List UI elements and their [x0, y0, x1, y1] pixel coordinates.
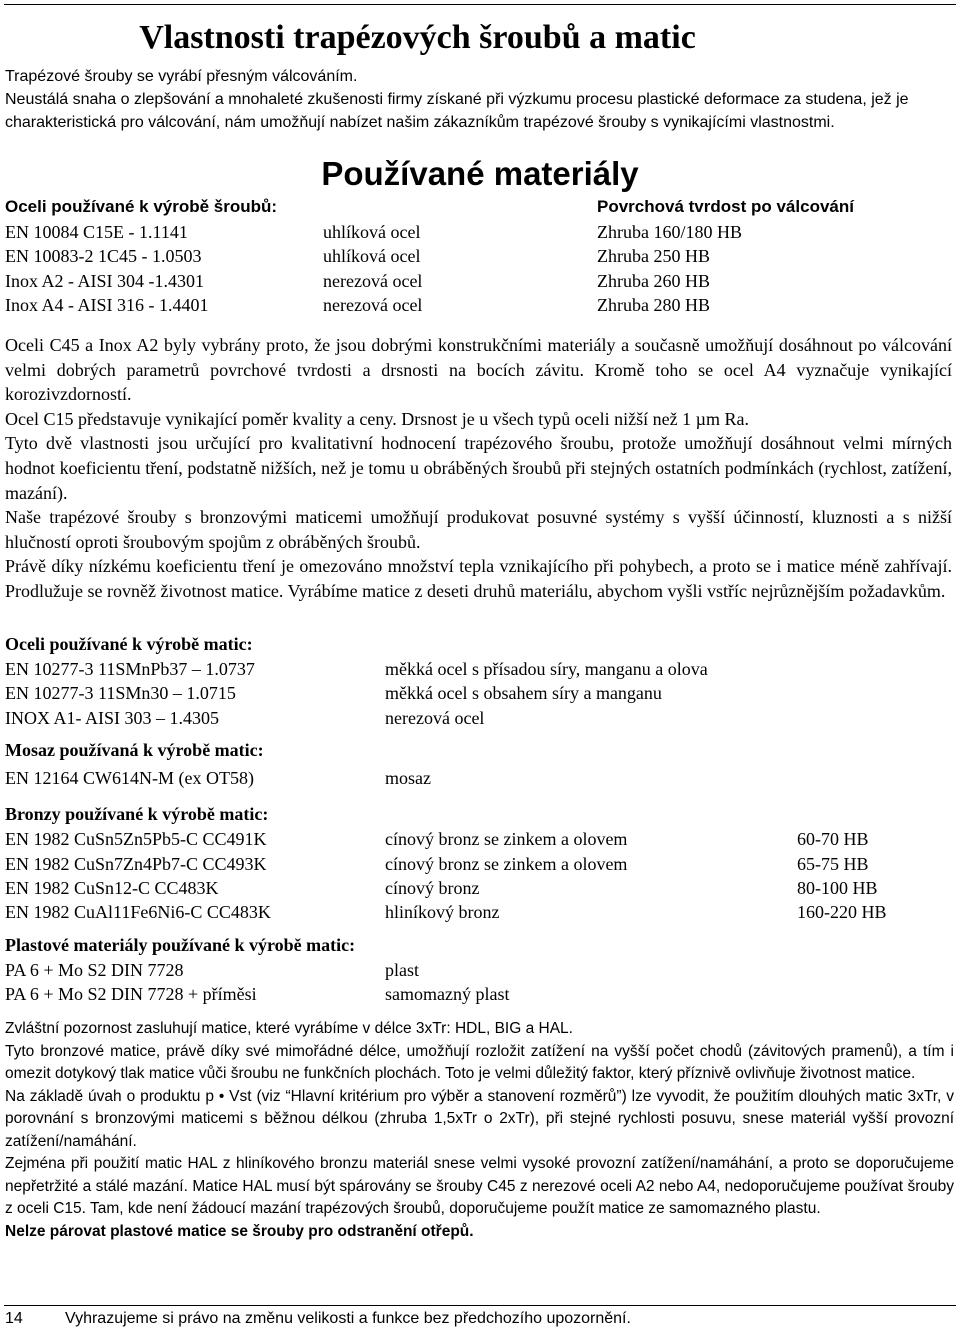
steel-type: uhlíková ocel	[323, 221, 421, 242]
note-paragraph: Tyto bronzové matice, právě díky své mimořádné délce, umožňují rozložit zatížení na vyšší počet chodů (závitových pramenů), a tím i omezit dotykový tlak matice vůči šroubu ne funkčních plochách. Toto je velmi důležitý faktor, který příznivě ovlivňuje životnost matice.	[5, 1042, 954, 1082]
material-desc: měkká ocel s přísadou síry, manganu a olova	[385, 659, 708, 679]
notes-text	[5, 1018, 954, 1243]
page-number: 14	[5, 1310, 23, 1327]
steel-hardness: Zhruba 280 HB	[597, 295, 710, 316]
footer-note: Vyhrazujeme si právo na změnu velikosti a funkce bez předchozího upozornění.	[65, 1310, 631, 1327]
steel-grade: Inox A2 - AISI 304 -1.4301	[5, 270, 204, 291]
properties-text	[5, 333, 952, 604]
material-desc: cínový bronz se zinkem a olovem	[385, 829, 628, 850]
top-rule	[4, 4, 956, 5]
material-grade: PA 6 + Mo S2 DIN 7728 + příměsi	[5, 984, 257, 1005]
material-hardness: 160-220 HB	[797, 902, 887, 923]
intro-line-2: Neustálá snaha o zlepšování a mnohaleté zkušenosti firmy získané při výzkumu procesu plastické deformace za studena, jež je charakteristická pro válcování, nám umožňují nabízet našim zákazníkům trapézové šrouby s vynikajícími vlastnostmi.	[5, 91, 909, 131]
steel-grade: EN 10083-2 1C45 - 1.0503	[5, 246, 202, 267]
list-item	[5, 982, 945, 1006]
page-title: Vlastnosti trapézových šroubů a matic	[139, 19, 696, 56]
table-row	[5, 269, 945, 294]
intro-line-1: Trapézové šrouby se vyrábí přesným válcováním.	[5, 68, 358, 85]
material-desc: měkká ocel s obsahem síry a manganu	[385, 683, 662, 704]
material-grade: PA 6 + Mo S2 DIN 7728	[5, 959, 184, 980]
steel-type: uhlíková ocel	[323, 246, 421, 267]
material-hardness: 60-70 HB	[797, 829, 869, 850]
table-row	[5, 293, 945, 318]
note-paragraph: Zvláštní pozornost zasluhují matice, které vyrábíme v délce 3xTr: HDL, BIG a HAL.	[5, 1020, 573, 1037]
paragraph: Tyto dvě vlastnosti jsou určující pro kvalitativní hodnocení trapézového šroubu, protože umožňují dosáhnout velmi mírných hodnot koeficientu tření, podstatně nižších, než je tomu u obráběných šroubů při stejných ostatních podmínkách (rychlost, zatížení, mazání).	[5, 433, 952, 503]
table-row	[5, 244, 945, 269]
material-desc: plast	[385, 959, 419, 980]
steel-type: nerezová ocel	[323, 270, 423, 291]
material-grade: EN 10277-3 11SMnPb37 – 1.0737	[5, 659, 255, 679]
material-grade: EN 1982 CuSn12-C CC483K	[5, 877, 219, 898]
intro-text	[5, 65, 946, 134]
list-item	[5, 706, 945, 730]
material-hardness: 80-100 HB	[797, 877, 878, 898]
nut-materials	[5, 631, 945, 1007]
material-desc: mosaz	[385, 768, 431, 789]
paragraph: Právě díky nízkému koeficientu tření je omezováno množství tepla vznikajícího při pohybech, a proto se i matice méně zahřívají. Prodlužuje se rovněž životnost matice. Vyrábíme matice z deseti druhů materiálu, abychom vyšli vstříc nejrůznějším požadavkům.	[5, 556, 952, 601]
steel-hardness: Zhruba 260 HB	[597, 270, 710, 291]
material-desc: hliníkový bronz	[385, 902, 500, 923]
list-item	[5, 876, 945, 900]
bronze-header: Bronzy používané k výrobě matic:	[5, 804, 269, 825]
material-desc: samomazný plast	[385, 984, 510, 1005]
material-desc: cínový bronz	[385, 877, 480, 898]
list-item	[5, 763, 945, 794]
paragraph: Naše trapézové šrouby s bronzovými maticemi umožňují produkovat posuvné systémy s vyšší účinností, kluznosti a s nižší hlučností oproti šroubovým spojům z obráběných šroubů.	[5, 507, 952, 552]
screw-steels-header	[5, 195, 945, 220]
screw-steels-table	[5, 195, 945, 318]
steel-hardness: Zhruba 160/180 HB	[597, 221, 742, 242]
steel-type: nerezová ocel	[323, 295, 423, 316]
material-grade: EN 1982 CuAl11Fe6Ni6-C CC483K	[5, 902, 271, 923]
list-item	[5, 681, 945, 705]
screw-steels-header-left: Oceli používané k výrobě šroubů:	[5, 197, 278, 216]
screw-steels-header-right: Povrchová tvrdost po válcování	[597, 197, 854, 216]
material-hardness: 65-75 HB	[797, 853, 869, 874]
table-row	[5, 220, 945, 245]
list-item	[5, 852, 945, 876]
steel-hardness: Zhruba 250 HB	[597, 246, 710, 267]
material-grade: EN 12164 CW614N-M (ex OT58)	[5, 768, 254, 789]
materials-title: Používané materiály	[321, 155, 639, 192]
list-item	[5, 827, 945, 851]
material-grade: EN 1982 CuSn7Zn4Pb7-C CC493K	[5, 853, 267, 874]
paragraph: Ocel C15 představuje vynikající poměr kvality a ceny. Drsnost je u všech typů oceli nižší než 1 µm Ra.	[5, 408, 750, 429]
note-paragraph: Na základě úvah o produktu p • Vst (viz “Hlavní kritérium pro výběr a stanovení rozměrů”) lze vyvodit, že použitím dlouhých matic 3xTr, v porovnání s bronzovými maticemi s běžnou délkou (zhruba 1,5xTr o 2xTr), při stejné rychlosti posuvu, snese materiál vyšší provozní zatížení/namáhání.	[5, 1087, 954, 1150]
list-item	[5, 900, 945, 924]
material-desc: nerezová ocel	[385, 707, 485, 728]
brass-header: Mosaz používaná k výrobě matic:	[5, 740, 264, 761]
list-item	[5, 657, 945, 681]
material-grade: INOX A1- AISI 303 – 1.4305	[5, 707, 219, 728]
list-item	[5, 958, 945, 982]
footer-rule	[4, 1305, 956, 1306]
nut-steels-header: Oceli používané k výrobě matic:	[5, 634, 253, 654]
material-grade: EN 10277-3 11SMn30 – 1.0715	[5, 683, 236, 704]
paragraph: Oceli C45 a Inox A2 byly vybrány proto, že jsou dobrými konstrukčními materiály a současně umožňují dosáhnout po válcování velmi dobrých parametrů povrchové tvrdosti a drsnosti na bocích závitu. Kromě toho se ocel A4 vyznačuje vynikající korozivzdorností.	[5, 335, 952, 405]
warning-text: Nelze párovat plastové matice se šrouby pro odstranění otřepů.	[5, 1222, 474, 1240]
note-paragraph: Zejména při použití matic HAL z hliníkového bronzu materiál snese velmi vysoké provozní zatížení/namáhání, a proto se doporučujeme nepřetržité a stálé mazání. Matice HAL musí být spárovány se šrouby C45 z nerezové oceli A2 nebo A4, nedoporučujeme používat šrouby z oceli C15. Tam, kde není žádoucí mazání trapézových šroubů, doporučujeme použít matice ze samomazného plastu.	[5, 1155, 954, 1217]
steel-grade: EN 10084 C15E - 1.1141	[5, 221, 188, 242]
plastic-header: Plastové materiály používané k výrobě matic:	[5, 934, 356, 955]
material-grade: EN 1982 CuSn5Zn5Pb5-C CC491K	[5, 829, 267, 850]
material-desc: cínový bronz se zinkem a olovem	[385, 853, 628, 874]
steel-grade: Inox A4 - AISI 316 - 1.4401	[5, 295, 209, 316]
